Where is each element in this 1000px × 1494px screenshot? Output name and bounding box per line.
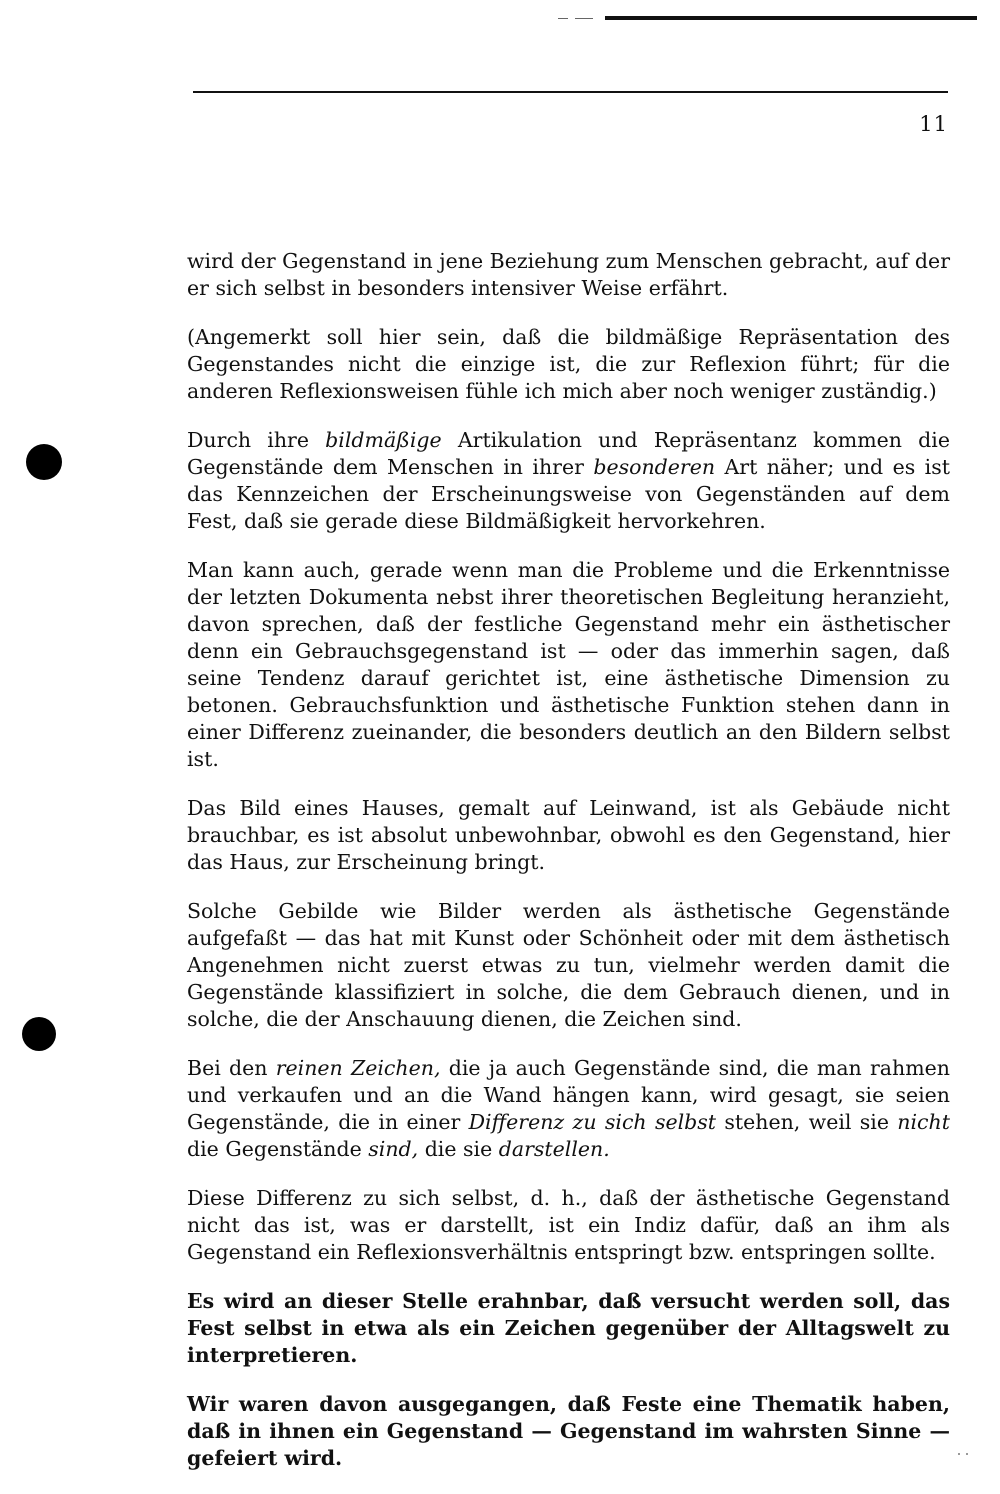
scan-speck	[966, 1453, 968, 1455]
paragraph-2: (Angemerkt soll hier sein, daß die bildmäßige Repräsentation des Gegenstandes nicht die einzige ist, die zur Reflexion führt; für die anderen Reflexionsweisen fühle ich mich aber noch weniger zuständig.)	[187, 325, 950, 403]
emphasis: Differenz zu sich selbst	[468, 1110, 717, 1134]
paragraph-9: Es wird an dieser Stelle erahnbar, daß versucht werden soll, das Fest selbst in etwa als ein Zeichen gegenüber der Alltagswelt zu interpretieren.	[187, 1289, 950, 1367]
emphasis: reinen Zeichen,	[275, 1056, 441, 1080]
paragraph-4: Man kann auch, gerade wenn man die Probleme und die Erkenntnisse der letzten Dokumenta nebst ihrer theoretischen Begleitung heranzieht, davon sprechen, daß der festliche Gegenstand mehr ein ästhetischer denn ein Gebrauchsgegenstand ist — oder das immerhin sagen, daß seine Tendenz darauf gerichtet ist, eine ästhetische Dimension zu betonen. Gebrauchsfunktion und ästhetische Funktion stehen dann in einer Differenz zueinander, die besonders deutlich an den Bildern selbst ist.	[187, 558, 950, 771]
paragraph-3: Durch ihre bildmäßige Artikulation und Repräsentanz kommen die Gegenstände dem Menschen in ihrer besonderen Art näher; und es ist das Kennzeichen der Erscheinungsweise von Gegenständen auf dem Fest, daß sie gerade diese Bildmäßigkeit hervorkehren.	[187, 428, 950, 533]
scan-speck	[958, 1453, 960, 1455]
emphasis: besonderen	[593, 455, 716, 479]
scan-mark	[558, 18, 568, 19]
punch-hole-icon	[22, 1017, 56, 1051]
punch-hole-icon	[26, 444, 62, 480]
paragraph-6: Solche Gebilde wie Bilder werden als ästhetische Gegenstände aufgefaßt — das hat mit Kunst oder Schönheit oder mit dem ästhetisch Angenehmen nicht zuerst etwas zu tun, vielmehr werden damit die Gegenstände klassifiziert in solche, die dem Gebrauch dienen, und in solche, die der Anschauung dienen, die Zeichen sind.	[187, 899, 950, 1031]
paragraph-5: Das Bild eines Hauses, gemalt auf Leinwand, ist als Gebäude nicht brauchbar, es ist absolut unbewohnbar, obwohl es den Gegenstand, hier das Haus, zur Erscheinung bringt.	[187, 796, 950, 874]
paragraph-1: wird der Gegenstand in jene Beziehung zum Menschen gebracht, auf der er sich selbst in besonders intensiver Weise erfährt.	[187, 249, 950, 300]
scan-mark	[575, 18, 593, 19]
paragraph-7: Bei den reinen Zeichen, die ja auch Gegenstände sind, die man rahmen und verkaufen und an die Wand hängen kann, wird gesagt, sie seien Gegenstände, die in einer Differenz zu sich selbst stehen, weil sie nicht die Gegenstände sind, die sie darstellen.	[187, 1056, 950, 1161]
emphasis: darstellen.	[498, 1137, 610, 1161]
body-text	[187, 248, 950, 1494]
emphasis: bildmäßige	[325, 428, 442, 452]
top-scan-rule	[605, 16, 977, 20]
emphasis: sind,	[368, 1137, 419, 1161]
page-number: 11	[919, 112, 948, 136]
emphasis: nicht	[897, 1110, 950, 1134]
header-rule	[193, 91, 948, 93]
paragraph-8: Diese Differenz zu sich selbst, d. h., daß der ästhetische Gegenstand nicht das ist, was er darstellt, ist ein Indiz dafür, daß an ihm als Gegenstand ein Reflexionsverhältnis entspringt bzw. entspringen sollte.	[187, 1186, 950, 1264]
paragraph-10: Wir waren davon ausgegangen, daß Feste eine Thematik haben, daß in ihnen ein Gegenstand — Gegenstand im wahrsten Sinne — gefeiert wird.	[187, 1392, 950, 1470]
